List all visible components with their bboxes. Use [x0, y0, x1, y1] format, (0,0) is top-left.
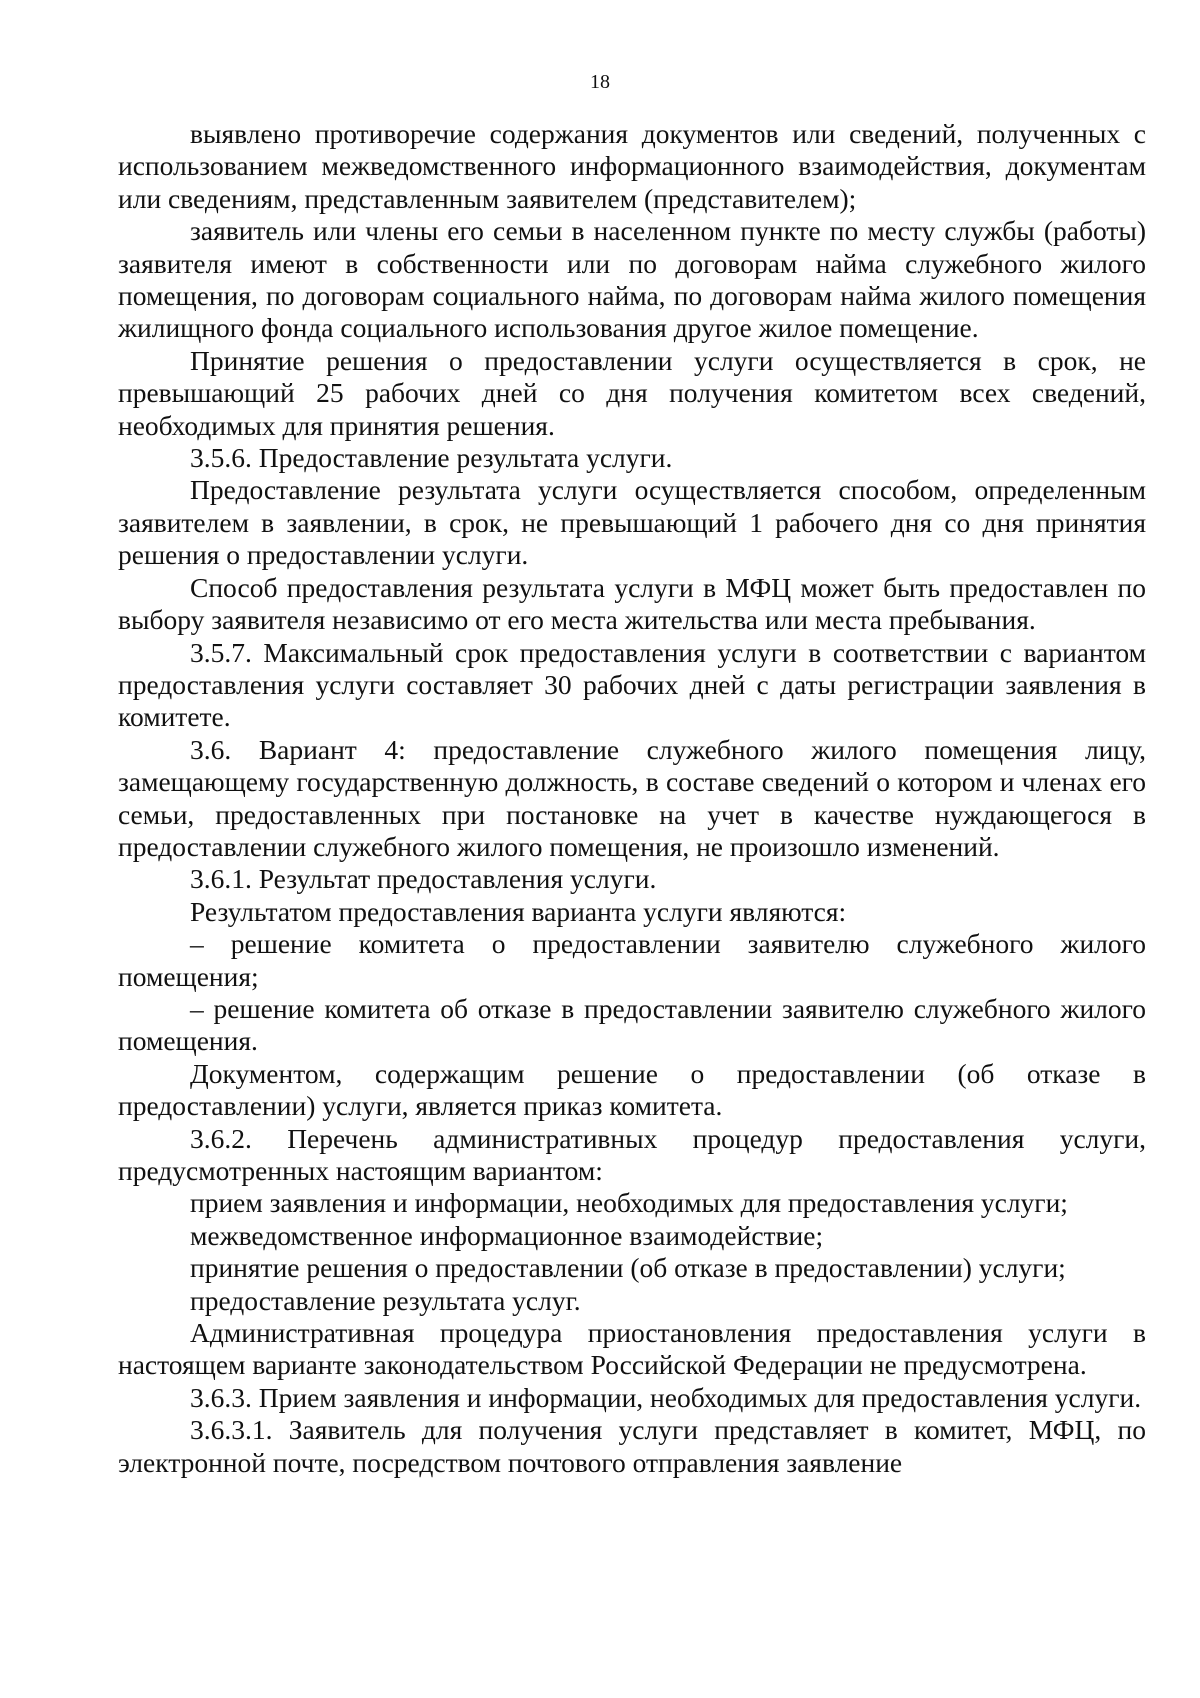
- section-heading: 3.6.3. Прием заявления и информации, необходимых для предоставления услуги.: [190, 1381, 1142, 1413]
- section-heading: 3.5.6. Предоставление результата услуги.: [190, 442, 673, 474]
- list-item: предоставление результата услуг.: [190, 1284, 581, 1316]
- paragraph: Принятие решения о предоставлении услуги осуществляется в срок, не превышающий 25 рабочих дней со дня получения комитетом всех сведений, необходимых для принятия решения.: [118, 344, 1146, 441]
- paragraph: Предоставление результата услуги осуществляется способом, определенным заявителем в заявлении, в срок, не превышающий 1 рабочего дня со дня принятия решения о предоставлении услуги.: [118, 474, 1146, 571]
- paragraph: Административная процедура приостановления предоставления услуги в настоящем варианте законодательством Российской Федерации не предусмотрена.: [118, 1317, 1146, 1381]
- page-number: 18: [590, 71, 610, 93]
- paragraph: 3.6. Вариант 4: предоставление служебного жилого помещения лицу, замещающему государственную должность, в составе сведений о котором и членах его семьи, предоставленных при постановке на учет в качестве нуждающегося в предоставлении служебного жилого помещения, не произошло изменений.: [118, 733, 1146, 862]
- list-item: – решение комитета об отказе в предоставлении заявителю служебного жилого помещения.: [118, 992, 1146, 1057]
- paragraph: 3.5.7. Максимальный срок предоставления услуги в соответствии с вариантом предоставления услуги составляет 30 рабочих дней с даты регистрации заявления в комитете.: [118, 636, 1146, 733]
- paragraph: 3.6.3.1. Заявитель для получения услуги представляет в комитет, МФЦ, по электронной почте, посредством почтового отправления заявление: [118, 1414, 1146, 1478]
- paragraph: Документом, содержащим решение о предоставлении (об отказе в предоставлении) услуги, является приказ комитета.: [118, 1057, 1146, 1122]
- list-item: – решение комитета о предоставлении заявителю служебного жилого помещения;: [118, 928, 1146, 992]
- list-item: прием заявления и информации, необходимых для предоставления услуги;: [190, 1187, 1068, 1219]
- list-item: межведомственное информационное взаимодействие;: [190, 1219, 824, 1251]
- paragraph: Результатом предоставления варианта услуги являются:: [190, 895, 847, 927]
- paragraph: заявитель или члены его семьи в населенном пункте по месту службы (работы) заявителя имеют в собственности или по договорам найма служебного жилого помещения, по договорам социального найма, по договорам найма жилого помещения жилищного фонда социального использования другое жилое помещение.: [118, 215, 1146, 344]
- document-body: [118, 118, 1146, 1479]
- paragraph: выявлено противоречие содержания документов или сведений, полученных с использованием межведомственного информационного взаимодействия, документам или сведениям, представленным заявителем (представителем);: [118, 118, 1146, 214]
- section-heading: 3.6.1. Результат предоставления услуги.: [190, 863, 657, 895]
- paragraph: Способ предоставления результата услуги в МФЦ может быть предоставлен по выбору заявителя независимо от его места жительства или места пребывания.: [118, 571, 1146, 636]
- paragraph: 3.6.2. Перечень административных процедур предоставления услуги, предусмотренных настоящим вариантом:: [118, 1122, 1146, 1186]
- list-item: принятие решения о предоставлении (об отказе в предоставлении) услуги;: [190, 1252, 1066, 1284]
